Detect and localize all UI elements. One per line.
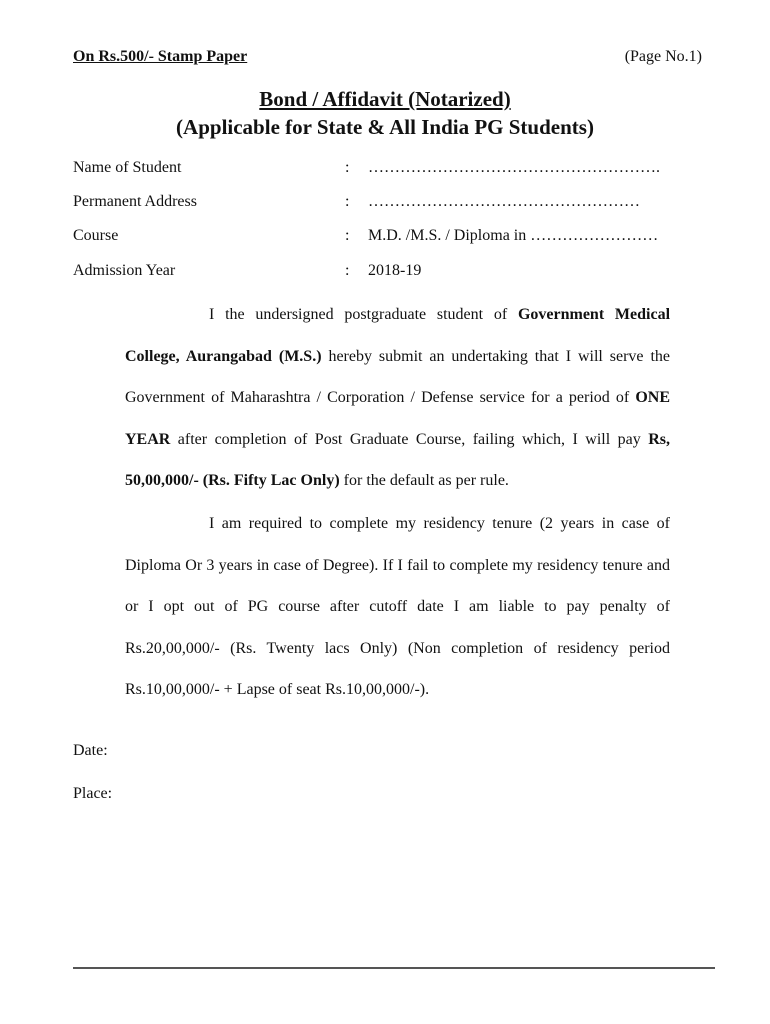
residency-paragraph: I am required to complete my residency tenure (2 years in case of Diploma Or 3 years in case of Degree). If I fail to complete my residency tenure and or I opt out of PG course after cutoff date I am liable to pay penalty of Rs.20,00,000/- (Rs. Twenty lacs Only) (Non completion of residency period Rs.10,00,000/- + Lapse of seat Rs.10,00,000/-). [125, 515, 670, 699]
place-label: Place: [73, 785, 113, 802]
field-value: 2018-19 [368, 262, 422, 279]
document-subtitle: (Applicable for State & All India PG Students) [176, 115, 594, 139]
document-title: Bond / Affidavit (Notarized) [259, 87, 511, 111]
field-value: M.D. /M.S. / Diploma in …………………… [368, 227, 659, 244]
field-row-permanent-address [73, 193, 713, 215]
bottom-divider [73, 967, 715, 969]
field-label: Admission Year [73, 262, 176, 279]
field-colon: : [345, 227, 350, 244]
bond-amount: Rs, 50,00,000/- (Rs. Fifty Lac Only) [125, 430, 670, 490]
field-colon: : [345, 159, 350, 176]
field-label: Permanent Address [73, 193, 197, 210]
paragraph-text: I the undersigned postgraduate student of [209, 306, 518, 323]
field-colon: : [345, 262, 350, 279]
field-value: ………………………………………………. [368, 159, 660, 176]
field-label: Name of Student [73, 159, 182, 176]
field-row-admission-year [73, 262, 713, 284]
field-label: Course [73, 227, 119, 244]
field-row-course [73, 227, 713, 249]
college-name: Government Medical College, Aurangabad (M.S.) [125, 306, 671, 365]
date-label: Date: [73, 742, 108, 759]
paragraph-text: after completion of Post Graduate Course, failing which, I will pay [170, 430, 649, 448]
page-number: (Page No.1) [624, 48, 702, 65]
field-row-student-name [73, 159, 713, 181]
stamp-paper-note: On Rs.500/- Stamp Paper [73, 48, 248, 65]
paragraph-text: hereby submit an undertaking that I will serve the Government of Maharashtra / Corporation / Defense service for a period of [125, 347, 670, 407]
field-colon: : [345, 193, 350, 210]
paragraph-text: for the default as per rule. [339, 472, 509, 490]
undertaking-paragraph [125, 294, 670, 502]
service-period: ONE YEAR [125, 389, 670, 448]
field-value: …………………………………………… [368, 193, 640, 210]
